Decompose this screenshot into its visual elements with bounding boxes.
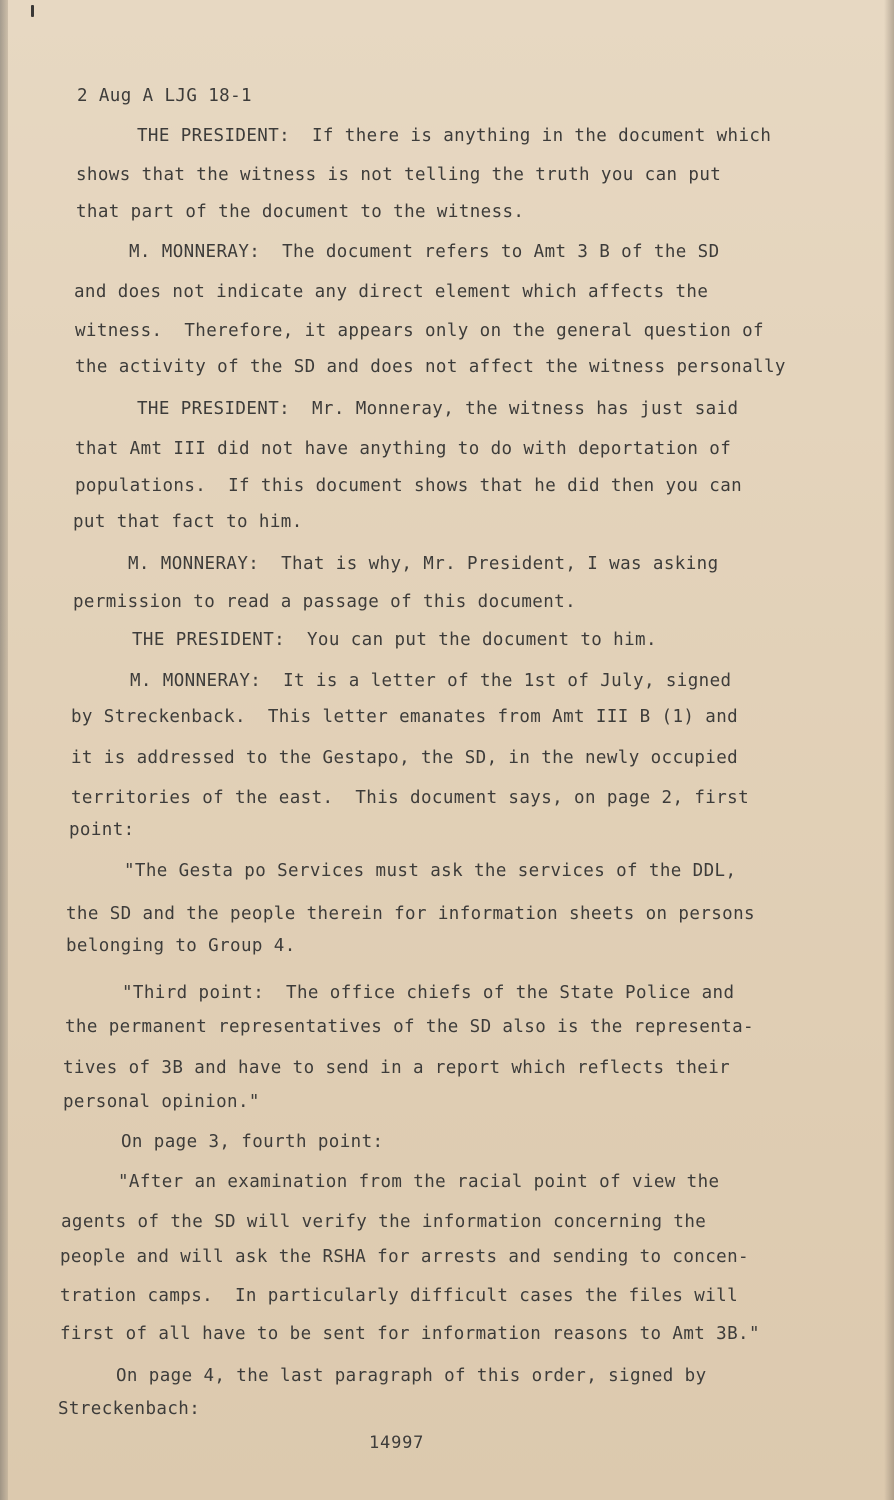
page-number: 14997 xyxy=(369,1433,425,1453)
text-line-32: first of all have to be sent for information reasons to Amt 3B." xyxy=(60,1324,760,1344)
text-line-10: populations. If this document shows that he did then you can xyxy=(75,476,743,496)
text-line-34: Streckenbach: xyxy=(58,1399,201,1419)
text-line-2: shows that the witness is not telling the truth you can put xyxy=(76,165,722,185)
text-line-22: belonging to Group 4. xyxy=(66,936,296,956)
text-line-15: M. MONNERAY: It is a letter of the 1st of July, signed xyxy=(130,671,732,691)
text-line-16: by Streckenback. This letter emanates from Amt III B (1) and xyxy=(71,707,739,727)
text-line-31: tration camps. In particularly difficult cases the files will xyxy=(60,1286,739,1306)
text-line-21: the SD and the people therein for information sheets on persons xyxy=(66,904,755,924)
text-line-28: "After an examination from the racial point of view the xyxy=(118,1172,720,1192)
text-line-6: witness. Therefore, it appears only on the general question of xyxy=(75,321,764,341)
text-line-5: and does not indicate any direct element which affects the xyxy=(74,282,709,302)
text-line-17: it is addressed to the Gestapo, the SD, in the newly occupied xyxy=(71,748,739,768)
text-line-3: that part of the document to the witness. xyxy=(76,202,525,222)
text-line-7: the activity of the SD and does not affect the witness personally xyxy=(75,357,786,377)
text-line-29: agents of the SD will verify the information concerning the xyxy=(61,1212,707,1232)
text-line-4: M. MONNERAY: The document refers to Amt 3 B of the SD xyxy=(129,242,720,262)
text-line-13: permission to read a passage of this document. xyxy=(73,592,577,612)
text-line-20: "The Gesta po Services must ask the services of the DDL, xyxy=(124,861,737,881)
top-margin-mark xyxy=(31,5,34,17)
text-line-27: On page 3, fourth point: xyxy=(121,1132,384,1152)
right-page-edge xyxy=(884,0,894,1500)
text-line-30: people and will ask the RSHA for arrests and sending to concen- xyxy=(60,1247,749,1267)
text-line-9: that Amt III did not have anything to do with deportation of xyxy=(75,439,732,459)
text-line-19: point: xyxy=(69,820,135,840)
text-line-1: THE PRESIDENT: If there is anything in the document which xyxy=(137,126,772,146)
text-line-33: On page 4, the last paragraph of this order, signed by xyxy=(116,1366,707,1386)
text-line-26: personal opinion." xyxy=(63,1092,260,1112)
text-line-18: territories of the east. This document says, on page 2, first xyxy=(71,788,750,808)
text-line-11: put that fact to him. xyxy=(73,512,303,532)
text-line-24: the permanent representatives of the SD also is the representa- xyxy=(65,1017,754,1037)
text-line-23: "Third point: The office chiefs of the State Police and xyxy=(122,983,735,1003)
text-line-12: M. MONNERAY: That is why, Mr. President, I was asking xyxy=(128,554,719,574)
text-line-8: THE PRESIDENT: Mr. Monneray, the witness has just said xyxy=(137,399,739,419)
left-page-edge xyxy=(0,0,8,1500)
text-line-14: THE PRESIDENT: You can put the document to him. xyxy=(132,630,657,650)
text-line-25: tives of 3B and have to send in a report which reflects their xyxy=(63,1058,731,1078)
document-header: 2 Aug A LJG 18-1 xyxy=(77,86,252,106)
